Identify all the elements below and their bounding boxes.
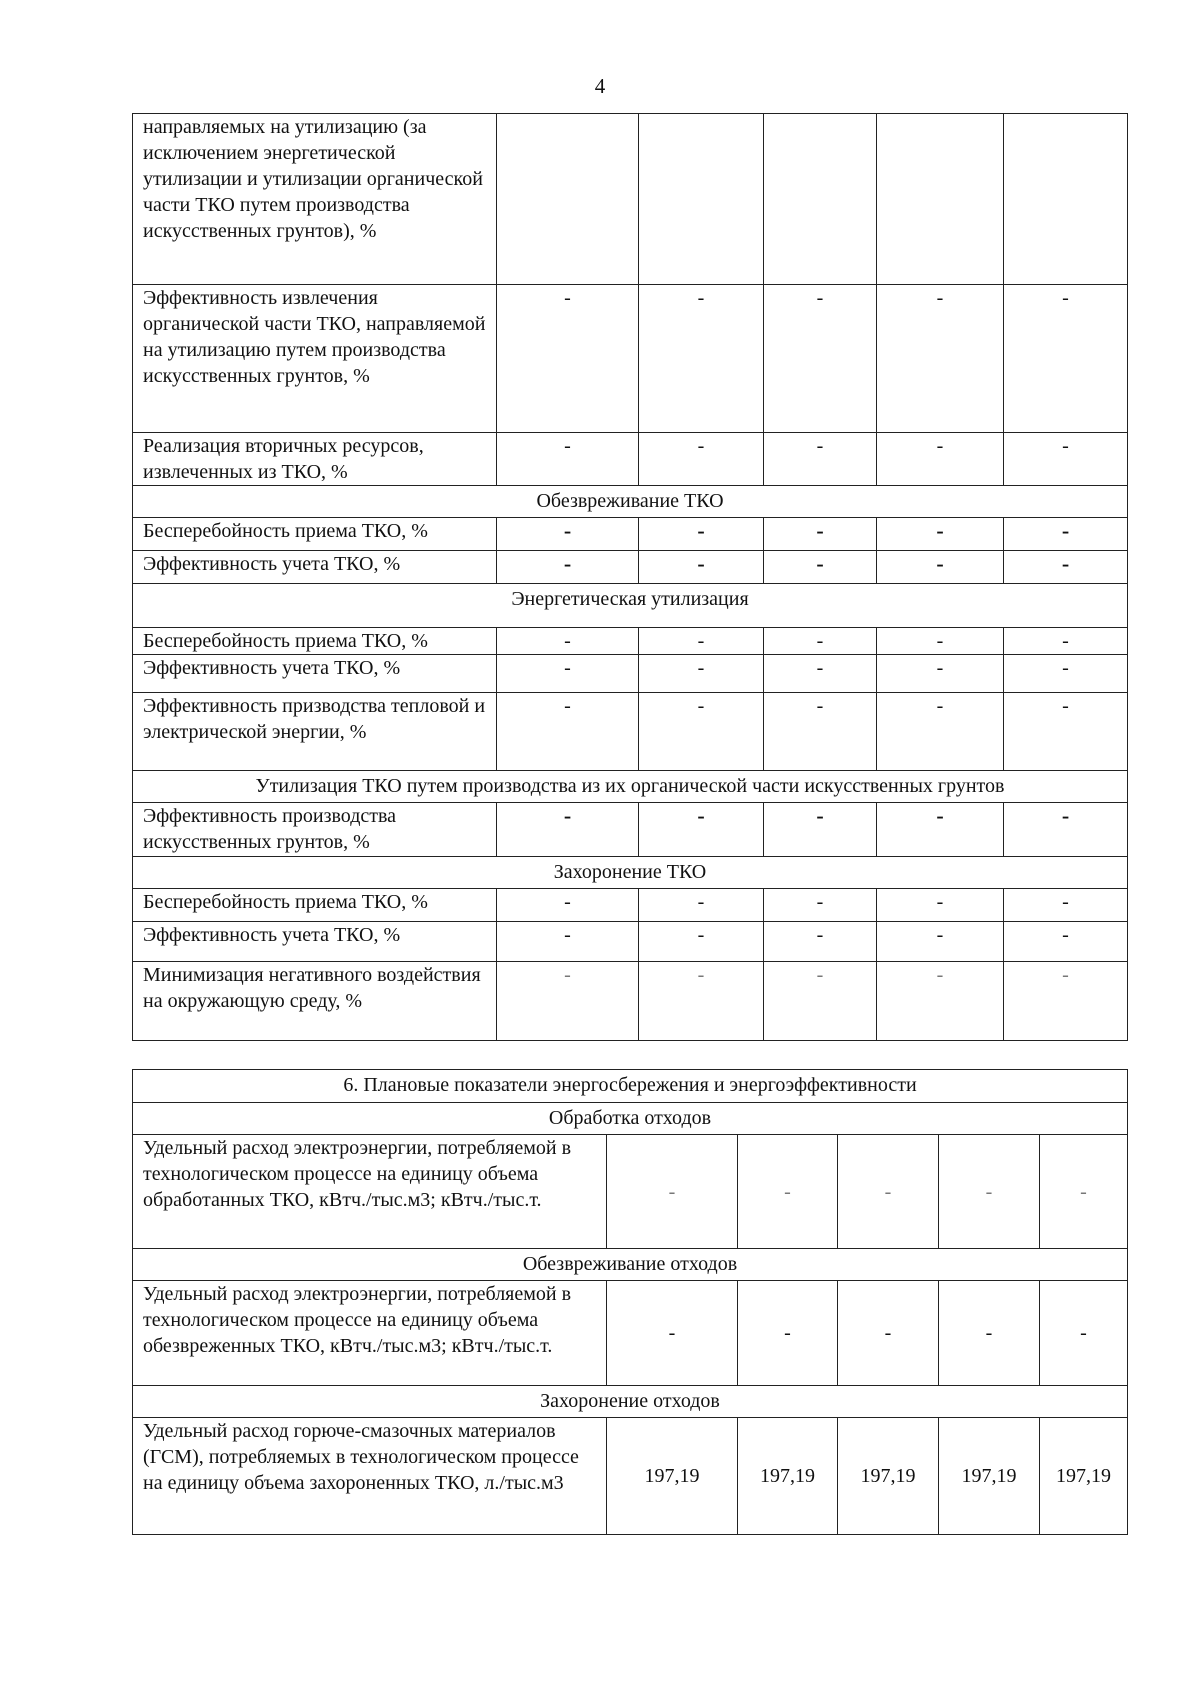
value-text: -: [1062, 435, 1069, 457]
section-header-row: [133, 1070, 1128, 1103]
value-cell: [639, 114, 764, 285]
section-title: Обезвреживание ТКО: [133, 486, 1128, 518]
table-row: [133, 285, 1128, 433]
value-text: 197,19: [961, 1465, 1017, 1487]
value-text: -: [1061, 518, 1070, 543]
value-text: -: [816, 924, 824, 946]
table-row: [133, 1281, 1128, 1386]
value-text: -: [697, 287, 705, 309]
indicator-label: Эффективность призводства тепловой и электрической энергии, %: [133, 693, 497, 771]
value-cell: [877, 114, 1004, 285]
value-cell: [877, 285, 1004, 433]
value-text: -: [1062, 891, 1069, 913]
value-cell: [639, 285, 764, 433]
value-text: 197,19: [760, 1465, 815, 1487]
value-cell: [497, 518, 639, 551]
indicator-label: Эффективность учета ТКО, %: [133, 922, 497, 962]
value-text: -: [784, 1322, 791, 1344]
value-cell: [607, 1418, 738, 1535]
value-cell: [877, 922, 1004, 962]
table-row: [133, 114, 1128, 285]
value-text: -: [816, 695, 824, 717]
indicator-label: Бесперебойность приема ТКО, %: [133, 889, 497, 922]
table-row: [133, 551, 1128, 584]
indicator-label: Эффективность извлечения органической части ТКО, направляемой на утилизацию путем производства искусственных грунтов, %: [133, 285, 497, 433]
indicators-table-1: [132, 113, 1128, 1041]
table-row: [133, 655, 1128, 693]
value-text: -: [816, 657, 824, 679]
value-cell: [764, 693, 877, 771]
value-cell: [639, 518, 764, 551]
value-cell: [1004, 114, 1128, 285]
value-cell: [497, 962, 639, 1041]
value-text: -: [1062, 924, 1069, 946]
value-text: -: [1062, 695, 1069, 717]
value-cell: [764, 551, 877, 584]
value-text: -: [936, 435, 944, 457]
value-text: -: [697, 924, 705, 946]
value-text: -: [1062, 964, 1069, 986]
value-cell: [639, 628, 764, 655]
value-cell: [639, 889, 764, 922]
value-cell: [1004, 693, 1128, 771]
value-cell: [1004, 889, 1128, 922]
value-cell: [639, 922, 764, 962]
section-header-row: [133, 1249, 1128, 1281]
table-row: [133, 889, 1128, 922]
value-text: -: [936, 518, 944, 543]
value-cell: [764, 962, 877, 1041]
value-cell: [764, 922, 877, 962]
value-cell: [639, 655, 764, 693]
value-text: -: [563, 803, 572, 828]
value-text: -: [564, 924, 571, 946]
value-text: -: [563, 518, 572, 543]
value-cell: [764, 518, 877, 551]
value-cell: [639, 693, 764, 771]
value-cell: [939, 1135, 1040, 1249]
value-cell: [764, 285, 877, 433]
value-text: -: [564, 891, 571, 913]
value-text: -: [816, 435, 824, 457]
indicator-label: Эффективность производства искусственных грунтов, %: [133, 803, 497, 857]
value-cell: [838, 1418, 939, 1535]
value-text: 197,19: [860, 1465, 916, 1487]
section-header-row: [133, 1103, 1128, 1135]
value-cell: [738, 1418, 838, 1535]
value-cell: [1040, 1418, 1128, 1535]
value-text: -: [884, 1322, 892, 1344]
value-text: -: [936, 891, 944, 913]
value-text: -: [884, 1180, 892, 1203]
value-cell: [497, 922, 639, 962]
value-cell: [1004, 285, 1128, 433]
value-text: -: [564, 630, 571, 652]
value-cell: [1040, 1281, 1128, 1386]
value-text: -: [1080, 1322, 1087, 1344]
value-cell: [1004, 433, 1128, 486]
energy-efficiency-table: [132, 1069, 1128, 1535]
value-text: -: [668, 1322, 676, 1344]
value-text: -: [816, 551, 824, 576]
value-text: -: [1062, 657, 1069, 679]
value-text: -: [816, 891, 824, 913]
section-title: 6. Плановые показатели энергосбережения и энергоэффективности: [133, 1070, 1128, 1103]
value-text: -: [936, 964, 944, 986]
value-cell: [497, 628, 639, 655]
table-row: [133, 962, 1128, 1041]
section-title: Захоронение отходов: [133, 1386, 1128, 1418]
section-header-row: [133, 486, 1128, 518]
value-text: -: [936, 924, 944, 946]
value-text: -: [936, 657, 944, 679]
value-cell: [497, 285, 639, 433]
value-cell: [639, 551, 764, 584]
value-text: -: [784, 1180, 791, 1203]
value-cell: [764, 655, 877, 693]
indicator-label: Удельный расход электроэнергии, потребляемой в технологическом процессе на единицу объема обработанных ТКО, кВтч./тыс.м3; кВтч./тыс.т.: [133, 1135, 607, 1249]
value-text: -: [564, 657, 571, 679]
indicator-label: Удельный расход электроэнергии, потребляемой в технологическом процессе на единицу объема обезвреженных ТКО, кВтч./тыс.м3; кВтч./тыс.т.: [133, 1281, 607, 1386]
section-header-row: [133, 584, 1128, 628]
value-cell: [607, 1281, 738, 1386]
value-cell: [738, 1135, 838, 1249]
value-cell: [1004, 962, 1128, 1041]
value-cell: [497, 551, 639, 584]
value-cell: [764, 628, 877, 655]
table-row: [133, 693, 1128, 771]
value-cell: [1004, 518, 1128, 551]
table-row: [133, 1418, 1128, 1535]
value-text: -: [697, 803, 705, 828]
value-cell: [764, 803, 877, 857]
value-text: -: [816, 518, 824, 543]
section-title: Обработка отходов: [133, 1103, 1128, 1135]
value-cell: [877, 693, 1004, 771]
value-text: -: [697, 551, 705, 576]
indicator-label: Эффективность учета ТКО, %: [133, 551, 497, 584]
indicator-label: направляемых на утилизацию (за исключением энергетической утилизации и утилизации органической части ТКО путем производства искусственных грунтов), %: [133, 114, 497, 285]
value-text: -: [1061, 551, 1070, 576]
value-cell: [838, 1135, 939, 1249]
section-title: Захоронение ТКО: [133, 857, 1128, 889]
value-cell: [1004, 803, 1128, 857]
value-text: -: [816, 630, 824, 652]
value-cell: [1004, 551, 1128, 584]
value-cell: [877, 628, 1004, 655]
value-cell: [877, 962, 1004, 1041]
indicator-label: Бесперебойность приема ТКО, %: [133, 628, 497, 655]
value-cell: [607, 1135, 738, 1249]
value-text: -: [1062, 630, 1069, 652]
page-number: 4: [594, 74, 606, 98]
indicator-label: Минимизация негативного воздействия на окружающую среду, %: [133, 962, 497, 1041]
value-text: 197,19: [644, 1465, 700, 1487]
value-cell: [497, 693, 639, 771]
value-text: -: [816, 287, 824, 309]
value-cell: [939, 1418, 1040, 1535]
value-cell: [1004, 655, 1128, 693]
value-cell: [1004, 628, 1128, 655]
value-cell: [497, 433, 639, 486]
value-text: -: [697, 657, 705, 679]
value-cell: [877, 518, 1004, 551]
value-cell: [639, 433, 764, 486]
indicator-label: Бесперебойность приема ТКО, %: [133, 518, 497, 551]
value-cell: [877, 803, 1004, 857]
value-text: -: [697, 518, 705, 543]
value-text: -: [697, 630, 705, 652]
value-cell: [838, 1281, 939, 1386]
value-cell: [1040, 1135, 1128, 1249]
value-text: -: [697, 964, 705, 986]
value-cell: [764, 114, 877, 285]
section-title: Утилизация ТКО путем производства из их органической части искусственных грунтов: [133, 771, 1128, 803]
table-row: [133, 433, 1128, 486]
value-cell: [877, 655, 1004, 693]
value-text: -: [697, 435, 705, 457]
value-cell: [497, 889, 639, 922]
section-header-row: [133, 771, 1128, 803]
value-cell: [497, 114, 639, 285]
value-text: -: [564, 964, 571, 986]
value-cell: [1004, 922, 1128, 962]
value-cell: [639, 962, 764, 1041]
section-title: Обезвреживание отходов: [133, 1249, 1128, 1281]
value-cell: [497, 803, 639, 857]
value-cell: [877, 551, 1004, 584]
value-text: -: [936, 551, 944, 576]
value-cell: [738, 1281, 838, 1386]
section-header-row: [133, 1386, 1128, 1418]
table-row: [133, 518, 1128, 551]
value-text: -: [985, 1322, 993, 1344]
table-row: [133, 803, 1128, 857]
value-cell: [497, 655, 639, 693]
value-text: -: [1080, 1180, 1087, 1203]
value-text: -: [563, 551, 572, 576]
section-title: Энергетическая утилизация: [133, 584, 1128, 628]
indicator-label: Удельный расход горюче-смазочных материалов (ГСМ), потребляемых в технологическом процессе на единицу объема захороненных ТКО, л./тыс.м3: [133, 1418, 607, 1535]
value-text: -: [985, 1180, 993, 1203]
value-text: -: [697, 695, 705, 717]
value-text: -: [697, 891, 705, 913]
indicator-label: Реализация вторичных ресурсов, извлеченных из ТКО, %: [133, 433, 497, 486]
value-cell: [877, 433, 1004, 486]
value-text: -: [1062, 287, 1069, 309]
value-text: -: [936, 695, 944, 717]
value-cell: [877, 889, 1004, 922]
table-row: [133, 628, 1128, 655]
value-cell: [939, 1281, 1040, 1386]
value-cell: [764, 889, 877, 922]
value-text: -: [816, 803, 824, 828]
value-text: -: [668, 1180, 676, 1203]
value-text: -: [936, 287, 944, 309]
section-header-row: [133, 857, 1128, 889]
value-text: -: [564, 695, 571, 717]
value-text: -: [564, 287, 571, 309]
value-text: -: [564, 435, 571, 457]
value-cell: [639, 803, 764, 857]
value-text: -: [1061, 803, 1070, 828]
value-text: -: [936, 630, 944, 652]
indicator-label: Эффективность учета ТКО, %: [133, 655, 497, 693]
value-text: -: [936, 803, 944, 828]
value-text: -: [816, 964, 824, 986]
value-text: 197,19: [1056, 1465, 1111, 1487]
value-cell: [764, 433, 877, 486]
table-row: [133, 1135, 1128, 1249]
table-row: [133, 922, 1128, 962]
